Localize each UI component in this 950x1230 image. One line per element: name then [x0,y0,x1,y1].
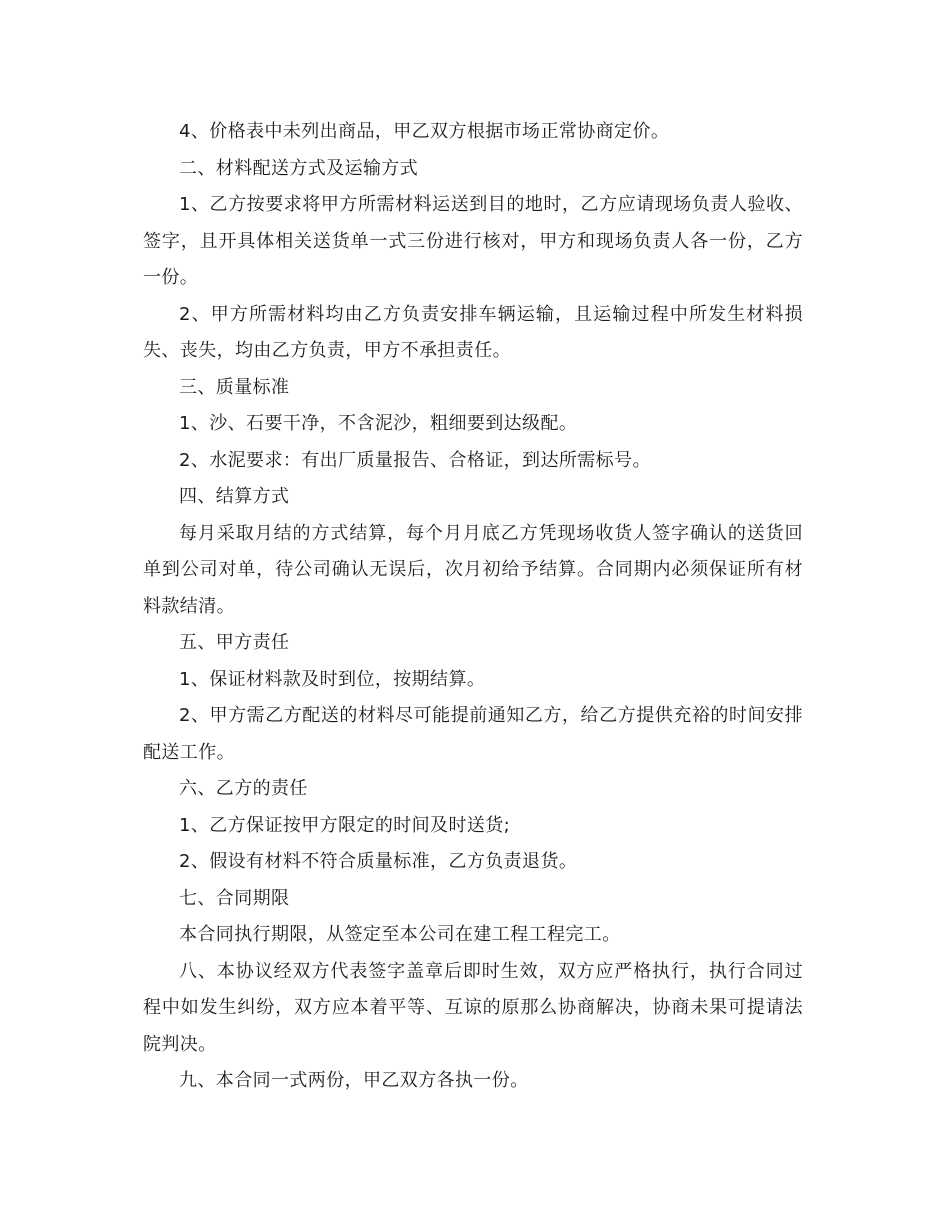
paragraph-effectiveness-dispute: 八、本协议经双方代表签字盖章后即时生效，双方应严格执行，执行合同过程中如发生纠纷，双方应本着平等、互谅的原那么协商解决，协商未果可提请法院判决。 [143,960,803,1055]
paragraph-timely-delivery: 1、乙方保证按甲方限定的时间及时送货; [179,814,511,836]
paragraph-cement-requirement: 2、水泥要求：有出厂质量报告、合格证，到达所需标号。 [179,449,651,471]
paragraph-term-duration: 本合同执行期限，从签定至本公司在建工程工程完工。 [179,924,621,945]
heading-delivery-method: 二、材料配送方式及运输方式 [179,157,419,179]
paragraph-return-goods: 2、假设有材料不符合质量标准，乙方负责退货。 [179,851,578,872]
heading-party-a-responsibility: 五、甲方责任 [179,632,290,653]
heading-contract-term: 七、合同期限 [179,887,290,909]
contract-body [143,114,803,1100]
paragraph-advance-notice: 2、甲方需乙方配送的材料尽可能提前通知乙方，给乙方提供充裕的时间安排配送工作。 [143,705,803,763]
paragraph-copies: 九、本合同一式两份，甲乙双方各执一份。 [179,1070,529,1091]
paragraph-sand-stone-quality: 1、沙、石要干净，不含泥沙，粗细要到达级配。 [179,413,578,434]
heading-party-b-responsibility: 六、乙方的责任 [179,778,308,799]
paragraph-delivery-acceptance: 1、乙方按要求将甲方所需材料运送到目的地时，乙方应请现场负责人验收、签字，且开具体相关送货单一式三份进行核对，甲方和现场负责人各一份，乙方一份。 [143,194,803,288]
paragraph-payment-on-time: 1、保证材料款及时到位，按期结算。 [179,668,486,690]
heading-quality-standard: 三、质量标准 [179,376,290,398]
paragraph-price-negotiation: 4、价格表中未列出商品，甲乙双方根据市场正常协商定价。 [179,121,670,142]
heading-settlement-method: 四、结算方式 [179,486,290,507]
paragraph-monthly-settlement: 每月采取月结的方式结算，每个月月底乙方凭现场收货人签字确认的送货回单到公司对单，待公司确认无误后，次月初给予结算。合同期内必须保证所有材料款结清。 [143,522,803,617]
paragraph-transport-responsibility: 2、甲方所需材料均由乙方负责安排车辆运输，且运输过程中所发生材料损失、丧失，均由乙方负责，甲方不承担责任。 [143,303,803,361]
